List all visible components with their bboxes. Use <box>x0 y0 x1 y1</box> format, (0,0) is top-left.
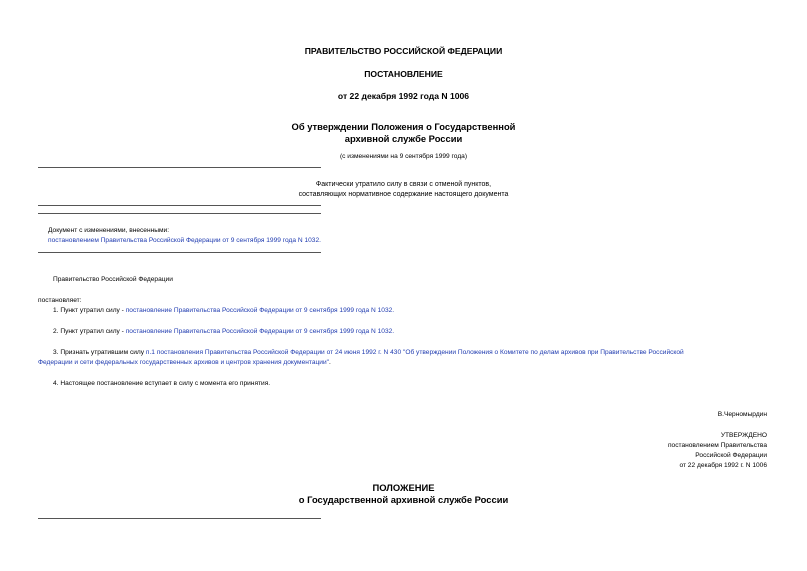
authority-heading: ПРАВИТЕЛЬСТВО РОССИЙСКОЙ ФЕДЕРАЦИИ <box>304 46 503 56</box>
amendments-note: (с изменениями на 9 сентября 1999 года) <box>339 153 468 160</box>
approval-line2: постановлением Правительства <box>667 442 767 449</box>
document-title-line1: Об утверждении Положения о Государственной <box>291 121 516 132</box>
paragraph-2 <box>53 327 394 337</box>
approval-line4: от 22 декабря 1992 г. N 1006 <box>679 462 767 469</box>
document-title-line2: архивной службе России <box>344 133 463 144</box>
separator-line <box>38 213 321 214</box>
paragraph-1-prefix: 1. Пункт утратил силу - <box>53 307 126 314</box>
decrees-text: постановляет: <box>38 297 82 304</box>
status-note-line1: Фактически утратило силу в связи с отменой пунктов, <box>315 181 492 188</box>
approval-line1: УТВЕРЖДЕНО <box>720 432 767 439</box>
status-note-line2: составляющих нормативное содержание настоящего документа <box>298 191 509 198</box>
signature: В.Черномырдин <box>717 411 767 418</box>
issuer-text: Правительство Российской Федерации <box>53 276 173 283</box>
paragraph-2-prefix: 2. Пункт утратил силу - <box>53 328 126 335</box>
paragraph-3-line2 <box>38 358 331 368</box>
regulation-heading: ПОЛОЖЕНИЕ <box>372 482 435 493</box>
paragraph-4: 4. Настоящее постановление вступает в силу с момента его принятия. <box>53 380 271 387</box>
separator-line <box>38 518 321 519</box>
doc-type-heading: ПОСТАНОВЛЕНИЕ <box>364 69 443 79</box>
changes-intro: Документ с изменениями, внесенными: <box>48 227 170 234</box>
changes-link[interactable]: постановлением Правительства Российской Федерации от 9 сентября 1999 года N 1032. <box>48 237 321 244</box>
paragraph-1 <box>53 306 394 316</box>
paragraph-2-link[interactable]: постановление Правительства Российской Федерации от 9 сентября 1999 года N 1032. <box>125 328 395 335</box>
separator-line <box>38 167 321 168</box>
paragraph-1-link[interactable]: постановление Правительства Российской Федерации от 9 сентября 1999 года N 1032. <box>125 307 395 314</box>
date-number-heading: от 22 декабря 1992 года N 1006 <box>337 91 470 101</box>
paragraph-3-prefix: 3. Признать утратившим силу <box>53 349 146 356</box>
separator-line <box>38 252 321 253</box>
approval-line3: Российской Федерации <box>695 452 767 459</box>
separator-line <box>38 205 321 206</box>
paragraph-3-link-continued[interactable]: Федерации и сети федеральных государственных архивов и центров хранения документации" <box>38 359 329 366</box>
regulation-subheading: о Государственной архивной службе России <box>298 494 509 505</box>
paragraph-3-line1 <box>53 348 684 358</box>
paragraph-3-link[interactable]: п.1 постановления Правительства Российской Федерации от 24 июня 1992 г. N 430 "Об утверждении Положения о Комитете по делам архивов при Правительстве Российской <box>145 349 684 356</box>
paragraph-3-suffix: . <box>328 359 331 366</box>
